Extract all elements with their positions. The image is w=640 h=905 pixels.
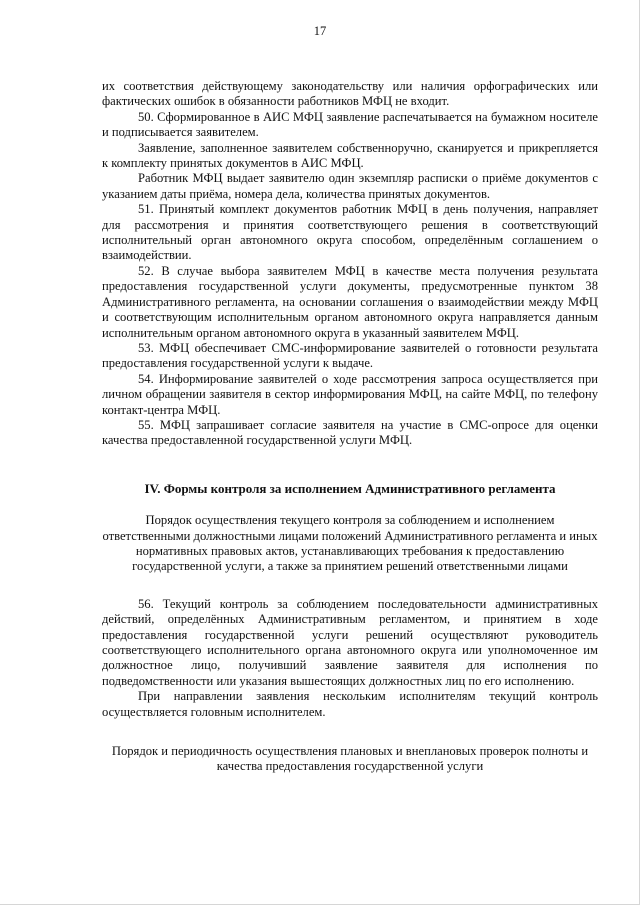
section-heading: IV. Формы контроля за исполнением Административного регламента (144, 480, 556, 496)
paragraph-50: 50. Сформированное в АИС МФЦ заявление распечатывается на бумажном носителе и подписывается заявителем. (102, 109, 598, 140)
paragraph-56: 56. Текущий контроль за соблюдением последовательности административных действий, определённых Административным регламентом, и принятием в ходе предоставления государственной услуги решений осуществляют руководитель соответствующего исполнительного органа автономного округа или уполномоченное им должностное лицо, получивший заявление заявителя для исполнения по подведомственности или указания вышестоящих должностных лиц по его исполнению. (102, 596, 598, 688)
paragraph-receipt: Работник МФЦ выдает заявителю один экземпляр расписки о приёме документов с указанием даты приёма, номера дела, количества принятых документов. (102, 171, 598, 201)
subsection-heading-inspections: Порядок и периодичность осуществления плановых и внеплановых проверок полноты и качества предоставления государственной услуги (111, 744, 589, 774)
subsection-heading-current-control: Порядок осуществления текущего контроля за соблюдением и исполнением ответственными должностными лицами положений Административного регламента и иных нормативных правовых актов, устанавливающих требования к предоставлению государственной услуги, а также за принятием решений ответственными лицами (102, 513, 598, 574)
document-body (102, 79, 598, 775)
paragraph-continuation: их соответствия действующему законодательству или наличия орфографических или фактических ошибок в обязанности работников МФЦ не входит. (102, 79, 598, 109)
paragraph-53: 53. МФЦ обеспечивает СМС-информирование заявителей о готовности результата предоставления государственной услуги к выдаче. (102, 340, 598, 371)
paragraph-55: 55. МФЦ запрашивает согласие заявителя на участие в СМС-опросе для оценки качества предоставленной государственной услуги МФЦ. (102, 417, 598, 448)
paragraph-51: 51. Принятый комплект документов работник МФЦ в день получения, направляет для рассмотрения и принятия соответствующего решения в соответствующий исполнительный орган автономного округа способом, определённым соглашением о взаимодействии. (102, 202, 598, 263)
paragraph-multiple-executors: При направлении заявления нескольким исполнителям текущий контроль осуществляется головным исполнителем. (102, 689, 598, 719)
page-number: 17 (313, 24, 327, 38)
paragraph-52: 52. В случае выбора заявителем МФЦ в качестве места получения результата предоставления государственной услуги документы, предусмотренные пунктом 38 Административного регламента, на основании соглашения о взаимодействии между МФЦ и соответствующим исполнительным органом автономного округа направляется данным исполнительным органом автономного округа в указанный заявителем МФЦ. (102, 263, 598, 340)
paragraph-54: 54. Информирование заявителей о ходе рассмотрения запроса осуществляется при личном обращении заявителя в сектор информирования МФЦ, на сайте МФЦ, по телефону контакт-центра МФЦ. (102, 371, 598, 417)
paragraph-scan: Заявление, заполненное заявителем собственноручно, сканируется и прикрепляется к комплекту принятых документов в АИС МФЦ. (102, 140, 598, 171)
